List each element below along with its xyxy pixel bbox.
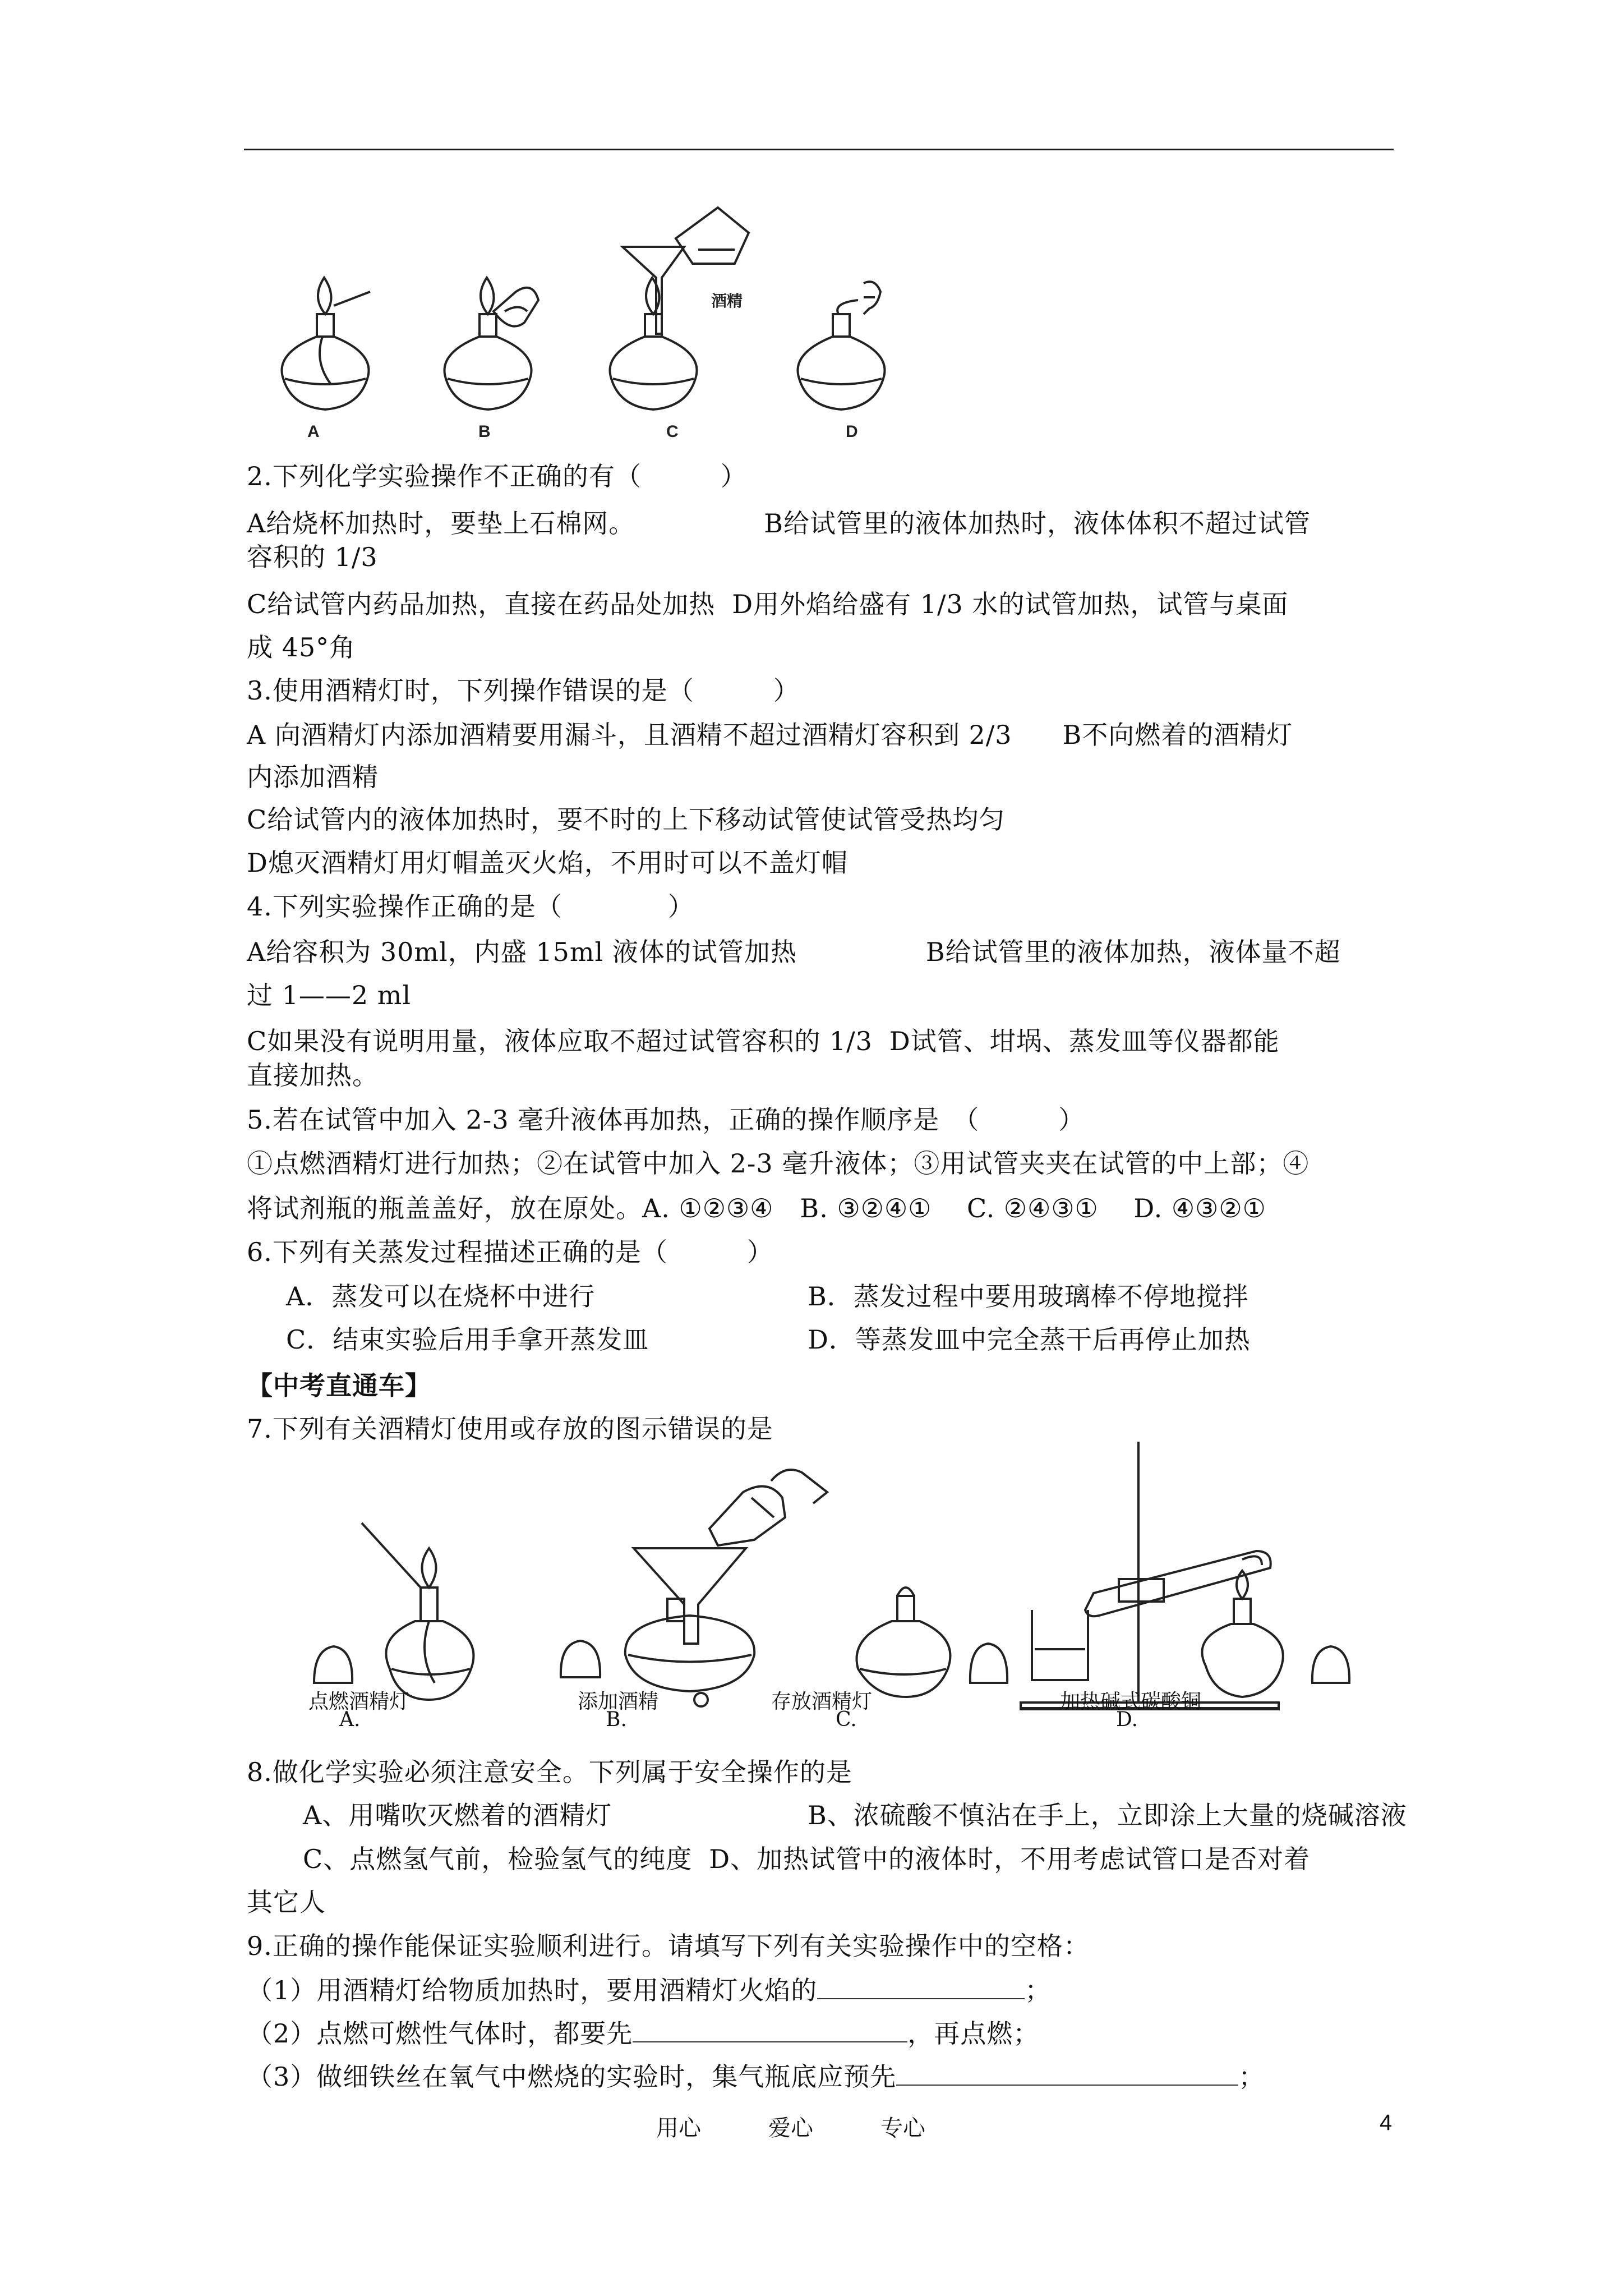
lamp-a-illustration <box>282 278 371 409</box>
q2-option-d-line2: 成 45°角 <box>247 632 356 662</box>
q9-stem: 9.正确的操作能保证实验顺利进行。请填写下列有关实验操作中的空格： <box>247 1931 1090 1961</box>
heating-setup-illustration <box>1021 1442 1349 1709</box>
q9-blank-3[interactable] <box>896 2062 1238 2086</box>
q7-letter-c: C. <box>836 1708 857 1731</box>
q4-option-c: C如果没有说明用量，液体应取不超过试管容积的 1/3 <box>247 1026 873 1056</box>
q7-letter-d: D. <box>1116 1708 1138 1731</box>
q2-option-c: C给试管内药品加热，直接在药品处加热 <box>247 589 716 619</box>
header-rule <box>244 149 1394 150</box>
footer-motto-3: 专心 <box>880 2115 925 2141</box>
q6-option-c: C．结束实验后用手拿开蒸发皿 <box>286 1324 649 1355</box>
section-heading: 【中考直通车】 <box>247 1370 431 1401</box>
q3-option-b-line2: 内添加酒精 <box>247 762 379 792</box>
lamp-filling-illustration <box>561 1470 827 1706</box>
q7-caption-c: 存放酒精灯 <box>771 1690 873 1713</box>
figure-2-lamps <box>308 1419 1374 1731</box>
figure-1-lamps <box>264 194 965 452</box>
q8-option-cd <box>303 1843 1310 1875</box>
lamp-lighting-illustration <box>314 1523 473 1700</box>
q8-option-c: C、点燃氢气前，检验氢气的纯度 <box>303 1844 693 1874</box>
figure-1-label-b: B <box>478 422 491 441</box>
q2-option-b-line1: B给试管里的液体加热时，液体体积不超过试管 <box>764 508 1311 539</box>
q9-part2: （2）点燃可燃性气体时，都要先 ，再点燃； <box>247 2018 1040 2049</box>
q4-option-cd <box>247 1025 1280 1057</box>
figure-1-label-d: D <box>846 422 858 441</box>
q7-letter-b: B. <box>606 1708 627 1731</box>
q4-option-a: A给容积为 30ml，内盛 15ml 液体的试管加热 <box>247 937 797 967</box>
q2-option-b-line2: 容积的 1/3 <box>247 542 378 572</box>
figure-1-label-a: A <box>307 422 320 441</box>
q3-stem: 3.使用酒精灯时，下列操作错误的是（ ） <box>247 675 800 706</box>
footer-motto-2: 爱心 <box>768 2115 813 2141</box>
q4-option-b-line2: 过 1——2 ml <box>247 980 412 1010</box>
q8-stem: 8.做化学实验必须注意安全。下列属于安全操作的是 <box>247 1757 852 1787</box>
footer-motto-1: 用心 <box>656 2115 701 2141</box>
q5-stem: 5.若在试管中加入 2-3 毫升液体再加热，正确的操作顺序是 （ ） <box>247 1105 1085 1135</box>
q7-caption-a: 点燃酒精灯 <box>308 1690 410 1713</box>
q6-option-a: A．蒸发可以在烧杯中进行 <box>286 1281 596 1312</box>
q9-blank-1[interactable] <box>817 1976 1025 1999</box>
q5-line1: ①点燃酒精灯进行加热；②在试管中加入 2-3 毫升液体；③用试管夹夹在试管的中上部；④ <box>247 1148 1310 1179</box>
q8-option-d-line1: D、加热试管中的液体时，不用考虑试管口是否对着 <box>709 1844 1311 1874</box>
q4-option-d-line1: D试管、坩埚、蒸发皿等仪器都能 <box>889 1026 1280 1056</box>
q4-option-b-line1: B给试管里的液体加热，液体量不超 <box>925 937 1341 967</box>
q3-option-a: A 向酒精灯内添加酒精要用漏斗，且酒精不超过酒精灯容积到 2/3 <box>247 720 1012 750</box>
q3-option-c: C给试管内的液体加热时，要不时的上下移动试管使试管受热均匀 <box>247 804 1006 835</box>
q6-option-b: B．蒸发过程中要用玻璃棒不停地搅拌 <box>808 1281 1249 1312</box>
q8-option-b: B、浓硫酸不慎沾在手上，立即涂上大量的烧碱溶液 <box>808 1800 1407 1830</box>
page-number: 4 <box>1380 2110 1393 2135</box>
lamp-b-illustration <box>445 278 539 409</box>
figure-1-label-c: C <box>666 422 679 441</box>
q9-part3: （3）做细铁丝在氧气中燃烧的实验时，集气瓶底应预先 ； <box>247 2062 1265 2092</box>
lamp-d-illustration <box>798 282 885 409</box>
q4-option-d-line2: 直接加热。 <box>247 1060 379 1091</box>
q2-option-d-line1: D用外焰给盛有 1/3 水的试管加热，试管与桌面 <box>732 589 1289 619</box>
q4-stem: 4.下列实验操作正确的是（ ） <box>247 891 694 922</box>
q5-line2: 将试剂瓶的瓶盖盖好，放在原处。A. ①②③④ B. ③②④① C. ②④③① D. ④③②① <box>247 1193 1266 1223</box>
q8-option-d-line2: 其它人 <box>247 1887 326 1917</box>
q2-option-cd <box>247 588 1288 620</box>
q6-stem: 6.下列有关蒸发过程描述正确的是（ ） <box>247 1237 773 1267</box>
q9-part1: （1）用酒精灯给物质加热时，要用酒精灯火焰的 ； <box>247 1975 1052 2005</box>
q2-option-a: A给烧杯加热时，要垫上石棉网。 <box>247 508 635 539</box>
q3-option-d: D熄灭酒精灯用灯帽盖灭火焰，不用时可以不盖灯帽 <box>247 848 848 878</box>
q7-caption-b: 添加酒精 <box>578 1690 659 1713</box>
figure-1-funnel-label: 酒精 <box>711 292 743 310</box>
q7-stem: 7.下列有关酒精灯使用或存放的图示错误的是 <box>247 1414 773 1444</box>
q8-option-a: A、用嘴吹灭燃着的酒精灯 <box>303 1800 612 1830</box>
q6-option-d: D．等蒸发皿中完全蒸干后再停止加热 <box>808 1324 1251 1355</box>
q3-option-ab <box>247 719 1293 751</box>
lamp-storing-illustration <box>857 1588 1008 1697</box>
q2-stem: 2.下列化学实验操作不正确的有（ ） <box>247 461 747 491</box>
q9-blank-2[interactable] <box>633 2019 907 2042</box>
q2-option-ab <box>247 507 1311 540</box>
q7-caption-d: 加热碱式碳酸铜 <box>1060 1690 1202 1713</box>
q4-option-ab <box>247 936 1341 968</box>
q3-option-b-line1: B不向燃着的酒精灯 <box>1062 720 1293 750</box>
q7-letter-a: A. <box>339 1708 361 1731</box>
